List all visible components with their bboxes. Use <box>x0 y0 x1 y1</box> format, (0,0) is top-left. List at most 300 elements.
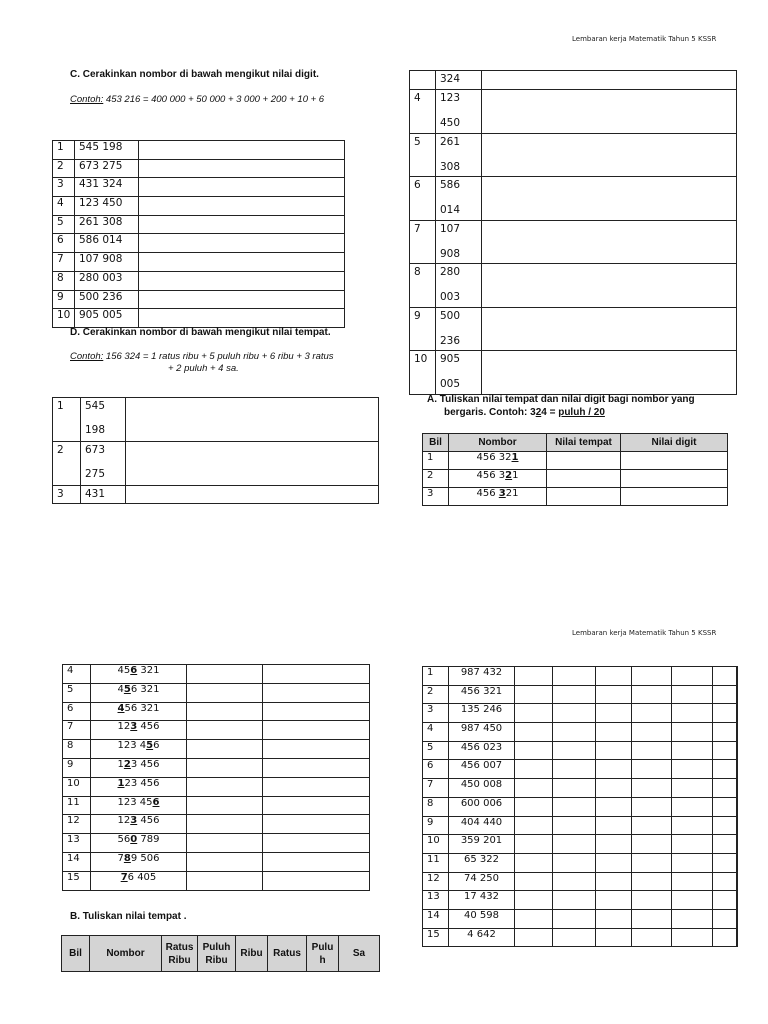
answer-cell[interactable] <box>515 741 553 760</box>
answer-cell[interactable] <box>737 741 738 760</box>
row-value <box>81 398 126 442</box>
answer-cell[interactable] <box>139 234 345 253</box>
answer-cell[interactable] <box>737 667 738 686</box>
answer-cell[interactable] <box>553 685 596 704</box>
answer-cell[interactable] <box>596 928 632 947</box>
answer-cell[interactable] <box>737 816 738 835</box>
column-header: Nilai digit <box>621 434 728 452</box>
answer-cell[interactable] <box>737 760 738 779</box>
value-line1: 673 <box>85 444 106 456</box>
column-header: Bil <box>62 936 90 972</box>
value-post: 9 506 <box>130 852 160 864</box>
answer-cell[interactable] <box>596 741 632 760</box>
digit-value-cell[interactable] <box>621 452 728 470</box>
answer-cell[interactable] <box>515 816 553 835</box>
digit-value-cell[interactable] <box>263 871 370 890</box>
answer-cell[interactable] <box>553 928 596 947</box>
column-header: Pulu h <box>307 936 339 972</box>
answer-cell[interactable] <box>737 872 738 891</box>
answer-cell[interactable] <box>713 723 737 742</box>
table-row <box>423 741 738 760</box>
table-row <box>53 486 379 504</box>
digit-value-cell[interactable] <box>263 815 370 834</box>
value-post: 456 <box>137 815 160 827</box>
answer-cell[interactable] <box>515 835 553 854</box>
value-line1: 123 <box>440 92 461 104</box>
underlined-digit: 6 <box>130 665 138 676</box>
answer-cell[interactable] <box>596 704 632 723</box>
row-number: 8 <box>53 271 75 290</box>
row-value <box>91 702 187 721</box>
row-number: 10 <box>63 777 91 796</box>
answer-cell[interactable] <box>482 307 737 351</box>
row-number: 9 <box>53 290 75 309</box>
table-row <box>63 834 370 853</box>
digit-value-cell[interactable] <box>263 665 370 684</box>
row-number: 4 <box>63 665 91 684</box>
answer-cell[interactable] <box>713 909 737 928</box>
answer-cell[interactable] <box>515 853 553 872</box>
row-number: 15 <box>63 871 91 890</box>
page2-left-table <box>62 664 370 891</box>
answer-cell[interactable] <box>737 891 738 910</box>
answer-cell[interactable] <box>553 704 596 723</box>
answer-cell[interactable] <box>672 835 713 854</box>
answer-cell[interactable] <box>515 779 553 798</box>
answer-cell[interactable] <box>139 290 345 309</box>
row-value <box>91 683 187 702</box>
value-line2: 450 <box>440 117 461 129</box>
table-row <box>63 815 370 834</box>
row-value: 456 321 <box>449 685 515 704</box>
table-row <box>423 928 738 947</box>
row-value <box>436 133 482 177</box>
answer-cell[interactable] <box>713 760 737 779</box>
answer-cell[interactable] <box>672 723 713 742</box>
row-number: 6 <box>423 760 449 779</box>
answer-cell[interactable] <box>672 779 713 798</box>
value-pre: 45 <box>117 665 131 676</box>
value-line1: 261 <box>440 135 461 148</box>
answer-cell[interactable] <box>596 760 632 779</box>
answer-cell[interactable] <box>596 909 632 928</box>
section-c-table <box>52 140 345 328</box>
answer-cell[interactable] <box>713 667 737 686</box>
answer-cell[interactable] <box>126 442 379 486</box>
answer-cell[interactable] <box>672 760 713 779</box>
answer-cell[interactable] <box>139 215 345 234</box>
answer-cell[interactable] <box>515 891 553 910</box>
table-row <box>63 665 370 684</box>
row-number: 12 <box>423 872 449 891</box>
section-d-title: D. Cerakinkan nombor di bawah mengikut nilai tempat. <box>70 327 331 338</box>
answer-cell[interactable] <box>672 704 713 723</box>
answer-cell[interactable] <box>632 704 672 723</box>
row-value <box>91 871 187 890</box>
value-line2: 003 <box>440 291 461 303</box>
answer-cell[interactable] <box>737 835 738 854</box>
answer-cell[interactable] <box>515 760 553 779</box>
row-value <box>436 307 482 351</box>
place-value-cell[interactable] <box>547 470 621 488</box>
answer-cell[interactable] <box>672 667 713 686</box>
row-value <box>91 834 187 853</box>
answer-cell[interactable] <box>632 853 672 872</box>
underlined-digit: 3 <box>498 488 506 499</box>
answer-cell[interactable] <box>553 909 596 928</box>
table-row <box>423 760 738 779</box>
value-pre: 4 <box>117 683 124 695</box>
row-number: 7 <box>63 721 91 740</box>
row-value: 456 023 <box>449 741 515 760</box>
answer-cell[interactable] <box>596 723 632 742</box>
answer-cell[interactable] <box>632 816 672 835</box>
row-number: 11 <box>423 853 449 872</box>
place-value-cell[interactable] <box>187 852 263 871</box>
answer-cell[interactable] <box>482 177 737 221</box>
answer-cell[interactable] <box>672 797 713 816</box>
answer-cell[interactable] <box>672 685 713 704</box>
answer-cell[interactable] <box>672 816 713 835</box>
answer-cell[interactable] <box>737 797 738 816</box>
table-row <box>410 307 737 351</box>
underlined-digit: 3 <box>130 815 138 827</box>
answer-cell[interactable] <box>632 835 672 854</box>
table-row <box>423 872 738 891</box>
answer-cell[interactable] <box>139 253 345 272</box>
answer-cell[interactable] <box>737 928 738 947</box>
value-post: 56 321 <box>124 702 160 714</box>
table-row <box>53 234 345 253</box>
row-number: 4 <box>423 723 449 742</box>
answer-cell[interactable] <box>713 741 737 760</box>
answer-cell[interactable] <box>482 90 737 134</box>
answer-cell[interactable] <box>553 797 596 816</box>
value-pre: 456 32 <box>476 452 512 463</box>
row-value <box>449 470 547 488</box>
digit-value-cell[interactable] <box>621 488 728 506</box>
answer-cell[interactable] <box>596 816 632 835</box>
row-number: 6 <box>63 702 91 721</box>
table-row <box>63 721 370 740</box>
table-row <box>63 871 370 890</box>
answer-cell[interactable] <box>713 872 737 891</box>
digit-value-cell[interactable] <box>263 683 370 702</box>
answer-cell[interactable] <box>515 704 553 723</box>
answer-cell[interactable] <box>737 723 738 742</box>
answer-cell[interactable] <box>632 685 672 704</box>
value-pre: 123 4 <box>117 740 147 752</box>
answer-cell[interactable] <box>553 891 596 910</box>
answer-cell[interactable] <box>553 779 596 798</box>
table-row <box>423 779 738 798</box>
row-value: 17 432 <box>449 891 515 910</box>
answer-cell[interactable] <box>139 197 345 216</box>
place-value-cell[interactable] <box>187 871 263 890</box>
row-number: 3 <box>423 488 449 506</box>
answer-cell[interactable] <box>713 685 737 704</box>
value-pre: 456 3 <box>476 470 506 481</box>
column-header: Ribu <box>236 936 268 972</box>
answer-cell[interactable] <box>713 928 737 947</box>
row-value: 987 450 <box>449 723 515 742</box>
row-number: 12 <box>63 815 91 834</box>
answer-cell[interactable] <box>482 133 737 177</box>
answer-cell[interactable] <box>482 264 737 308</box>
answer-cell[interactable] <box>596 797 632 816</box>
table-row <box>410 351 737 395</box>
answer-cell[interactable] <box>596 779 632 798</box>
answer-cell[interactable] <box>737 853 738 872</box>
answer-cell[interactable] <box>632 891 672 910</box>
table-row <box>53 215 345 234</box>
digit-value-cell[interactable] <box>263 721 370 740</box>
place-value-cell[interactable] <box>547 488 621 506</box>
answer-cell[interactable] <box>632 797 672 816</box>
answer-cell[interactable] <box>596 853 632 872</box>
row-value: 324 <box>436 71 482 90</box>
answer-cell[interactable] <box>553 741 596 760</box>
answer-cell[interactable] <box>139 159 345 178</box>
answer-cell[interactable] <box>515 797 553 816</box>
answer-cell[interactable] <box>672 909 713 928</box>
value-pre: 123 45 <box>117 796 153 808</box>
place-value-cell[interactable] <box>547 452 621 470</box>
example-line1: 156 324 = 1 ratus ribu + 5 puluh ribu + 6 ribu + 3 ratus <box>103 351 334 362</box>
answer-cell[interactable] <box>515 928 553 947</box>
answer-cell[interactable] <box>672 872 713 891</box>
value-pre: 1 <box>117 758 124 770</box>
place-value-cell[interactable] <box>187 740 263 759</box>
digit-value-cell[interactable] <box>263 740 370 759</box>
value-line1: 431 <box>85 488 106 500</box>
value-line1: 107 <box>440 222 461 235</box>
row-number: 10 <box>423 835 449 854</box>
table-row <box>410 90 737 134</box>
answer-cell[interactable] <box>672 928 713 947</box>
answer-cell[interactable] <box>632 779 672 798</box>
answer-cell[interactable] <box>596 872 632 891</box>
row-number: 14 <box>423 909 449 928</box>
row-number: 3 <box>423 704 449 723</box>
title-answer: puluh / 20 <box>558 407 605 418</box>
answer-cell[interactable] <box>553 872 596 891</box>
answer-cell[interactable] <box>632 928 672 947</box>
section-a-table <box>422 433 728 506</box>
answer-cell[interactable] <box>737 909 738 928</box>
table-row <box>410 177 737 221</box>
value-line2: 014 <box>440 204 461 216</box>
table-row <box>53 398 379 442</box>
value-post: 1 <box>512 470 519 481</box>
answer-cell[interactable] <box>553 723 596 742</box>
row-number: 5 <box>63 683 91 702</box>
answer-cell[interactable] <box>672 853 713 872</box>
answer-cell[interactable] <box>713 835 737 854</box>
row-number: 13 <box>423 891 449 910</box>
answer-cell[interactable] <box>553 760 596 779</box>
place-value-cell[interactable] <box>187 834 263 853</box>
answer-cell[interactable] <box>632 741 672 760</box>
digit-value-cell[interactable] <box>263 796 370 815</box>
answer-cell[interactable] <box>482 351 737 395</box>
answer-cell[interactable] <box>596 667 632 686</box>
table-row <box>423 452 728 470</box>
answer-cell[interactable] <box>596 891 632 910</box>
answer-cell[interactable] <box>713 891 737 910</box>
answer-cell[interactable] <box>596 685 632 704</box>
example-text: 453 216 = 400 000 + 50 000 + 3 000 + 200 + 10 + 6 <box>103 94 325 105</box>
page2-header: Lembaran kerja Matematik Tahun 5 KSSR <box>572 629 717 637</box>
answer-cell[interactable] <box>139 141 345 160</box>
digit-value-cell[interactable] <box>263 834 370 853</box>
table-row <box>423 853 738 872</box>
row-value: 65 322 <box>449 853 515 872</box>
answer-cell[interactable] <box>482 71 737 90</box>
digit-value-cell[interactable] <box>621 470 728 488</box>
row-number: 8 <box>63 740 91 759</box>
row-value: 586 014 <box>75 234 139 253</box>
row-value <box>91 740 187 759</box>
row-number: 5 <box>53 215 75 234</box>
answer-cell[interactable] <box>713 704 737 723</box>
row-number: 7 <box>53 253 75 272</box>
answer-cell[interactable] <box>737 704 738 723</box>
row-number: 1 <box>423 667 449 686</box>
table-row <box>53 141 345 160</box>
answer-cell[interactable] <box>139 271 345 290</box>
place-value-cell[interactable] <box>187 777 263 796</box>
value-post: 6 405 <box>127 871 157 883</box>
row-number: 5 <box>410 133 436 177</box>
answer-cell[interactable] <box>713 779 737 798</box>
answer-cell[interactable] <box>672 741 713 760</box>
section-d-example <box>70 351 334 362</box>
answer-cell[interactable] <box>515 909 553 928</box>
value-post: 6 321 <box>130 683 160 695</box>
digit-value-cell[interactable] <box>263 852 370 871</box>
answer-cell[interactable] <box>139 178 345 197</box>
value-line1: 500 <box>440 309 461 322</box>
row-value: 545 198 <box>75 141 139 160</box>
underlined-digit: 7 <box>120 871 128 883</box>
table-row <box>423 488 728 506</box>
row-value: 500 236 <box>75 290 139 309</box>
answer-cell[interactable] <box>553 835 596 854</box>
place-value-cell[interactable] <box>187 815 263 834</box>
answer-cell[interactable] <box>553 853 596 872</box>
place-value-cell[interactable] <box>187 702 263 721</box>
row-value <box>91 758 187 777</box>
underlined-digit: 0 <box>130 834 138 846</box>
place-value-cell[interactable] <box>187 796 263 815</box>
example-label: Contoh: <box>70 351 104 362</box>
value-line1: 586 <box>440 179 461 191</box>
answer-cell[interactable] <box>515 872 553 891</box>
row-number: 11 <box>63 796 91 815</box>
answer-cell[interactable] <box>515 723 553 742</box>
row-value: 74 250 <box>449 872 515 891</box>
value-line2: 275 <box>85 468 106 480</box>
answer-cell[interactable] <box>515 667 553 686</box>
answer-cell[interactable] <box>632 723 672 742</box>
place-value-cell[interactable] <box>187 683 263 702</box>
answer-cell[interactable] <box>713 797 737 816</box>
answer-cell[interactable] <box>482 220 737 264</box>
table-row <box>423 835 738 854</box>
answer-cell[interactable] <box>713 853 737 872</box>
digit-value-cell[interactable] <box>263 777 370 796</box>
table-row <box>53 178 345 197</box>
example-label: Contoh: <box>70 94 104 105</box>
value-post: 23 456 <box>124 777 160 789</box>
answer-cell[interactable] <box>632 667 672 686</box>
row-value <box>91 815 187 834</box>
value-pre: 12 <box>117 721 131 733</box>
answer-cell[interactable] <box>596 835 632 854</box>
table-row <box>423 797 738 816</box>
answer-cell[interactable] <box>126 398 379 442</box>
section-d-table <box>52 397 379 504</box>
row-value: 404 440 <box>449 816 515 835</box>
table-row <box>423 816 738 835</box>
row-value <box>436 220 482 264</box>
row-number: 7 <box>423 779 449 798</box>
answer-cell[interactable] <box>672 891 713 910</box>
row-number: 9 <box>63 758 91 777</box>
table-row <box>410 264 737 308</box>
row-value: 280 003 <box>75 271 139 290</box>
row-value <box>436 351 482 395</box>
answer-cell[interactable] <box>737 779 738 798</box>
table-row <box>410 220 737 264</box>
digit-value-cell[interactable] <box>263 758 370 777</box>
answer-cell[interactable] <box>632 872 672 891</box>
row-value <box>91 852 187 871</box>
answer-cell[interactable] <box>713 816 737 835</box>
answer-cell[interactable] <box>139 309 345 328</box>
answer-cell[interactable] <box>632 760 672 779</box>
table-row <box>53 159 345 178</box>
value-post: 456 <box>137 721 160 733</box>
table-row <box>63 852 370 871</box>
place-value-cell[interactable] <box>187 721 263 740</box>
row-value: 450 008 <box>449 779 515 798</box>
row-number: 15 <box>423 928 449 947</box>
underlined-digit: 2 <box>123 758 131 770</box>
value-pre: 456 <box>476 488 499 499</box>
section-b-table <box>61 935 380 972</box>
answer-cell[interactable] <box>126 486 379 504</box>
answer-cell[interactable] <box>632 909 672 928</box>
row-value: 4 642 <box>449 928 515 947</box>
answer-cell[interactable] <box>553 667 596 686</box>
digit-value-cell[interactable] <box>263 702 370 721</box>
table-row <box>423 891 738 910</box>
row-value <box>449 488 547 506</box>
answer-cell[interactable] <box>515 685 553 704</box>
table-row <box>423 667 738 686</box>
place-value-cell[interactable] <box>187 665 263 684</box>
value-line2: 005 <box>440 378 461 390</box>
answer-cell[interactable] <box>553 816 596 835</box>
row-value: 905 005 <box>75 309 139 328</box>
value-pre: 12 <box>117 815 131 827</box>
row-number: 4 <box>53 197 75 216</box>
answer-cell[interactable] <box>737 685 738 704</box>
place-value-cell[interactable] <box>187 758 263 777</box>
row-number: 10 <box>410 351 436 395</box>
